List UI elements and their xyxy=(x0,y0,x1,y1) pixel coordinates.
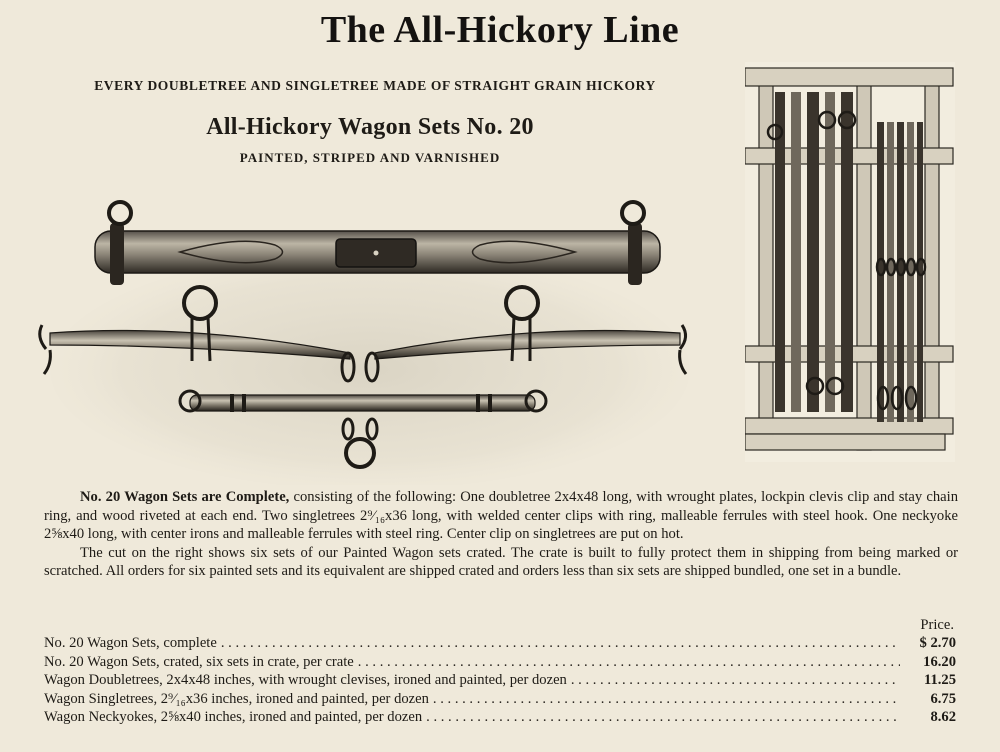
price-row xyxy=(44,672,956,691)
description xyxy=(44,488,958,581)
price-item-price: 11.25 xyxy=(923,672,956,688)
wagon-set-illustration xyxy=(30,195,710,485)
description-text-1: consisting of the following: One doubletree 2x4x48 long, with wrought plates, lockpin clevis clip and stay chain ring, and wood riveted at each end. Two singletrees 2⁹⁄₁₆x36 long, with welded center clips with ring, malleable ferrules with steel hook. One neckyoke 2⅝x40 long, with center irons and malleable ferrules with steel ring. Center clip on singletrees are put on hot. xyxy=(44,489,958,542)
price-item-label: No. 20 Wagon Sets, complete xyxy=(44,635,217,651)
price-list xyxy=(44,635,956,728)
price-row xyxy=(44,654,956,673)
price-row xyxy=(44,635,956,654)
product-heading: All-Hickory Wagon Sets No. 20 xyxy=(206,114,534,140)
price-item-price: 16.20 xyxy=(923,653,956,670)
price-item-price: $ 2.70 xyxy=(919,635,956,651)
price-item-label: Wagon Singletrees, 2⁹⁄₁₆x36 inches, ironed and painted, per dozen xyxy=(44,690,429,707)
price-item-label: Wagon Doubletrees, 2x4x48 inches, with wrought clevises, ironed and painted, per dozen xyxy=(44,672,567,688)
doubletree xyxy=(95,202,660,285)
price-item-label: Wagon Neckyokes, 2⅝x40 inches, ironed and painted, per dozen xyxy=(44,709,423,725)
price-item-price: 6.75 xyxy=(930,690,956,707)
description-lead: No. 20 Wagon Sets are Complete, xyxy=(80,489,290,505)
leader-dots xyxy=(426,709,900,726)
leader-dots xyxy=(571,672,900,689)
leader-dots xyxy=(221,635,900,652)
product-subheading: PAINTED, STRIPED AND VARNISHED xyxy=(239,150,501,165)
crate-illustration xyxy=(745,62,955,462)
description-paragraph-1 xyxy=(44,488,958,544)
leader-dots xyxy=(358,654,900,671)
price-item-price: 8.62 xyxy=(930,709,956,725)
leader-dots xyxy=(433,691,900,708)
price-row xyxy=(44,709,956,728)
price-row xyxy=(44,691,956,710)
page-subtitle: EVERY DOUBLETREE AND SINGLETREE MADE OF STRAIGHT GRAIN HICKORY xyxy=(94,78,656,93)
price-column-header: Price. xyxy=(920,617,954,633)
description-paragraph-2: The cut on the right shows six sets of our Painted Wagon sets crated. The crate is built to fully protect them in shipping from being marked or scratched. All orders for six painted sets and its equivalent are shipped crated and orders less than six sets are shipped bundled, one set in a bundle. xyxy=(44,544,958,579)
price-item-label: No. 20 Wagon Sets, crated, six sets in crate, per crate xyxy=(44,653,354,670)
page-title: The All-Hickory Line xyxy=(320,9,680,51)
